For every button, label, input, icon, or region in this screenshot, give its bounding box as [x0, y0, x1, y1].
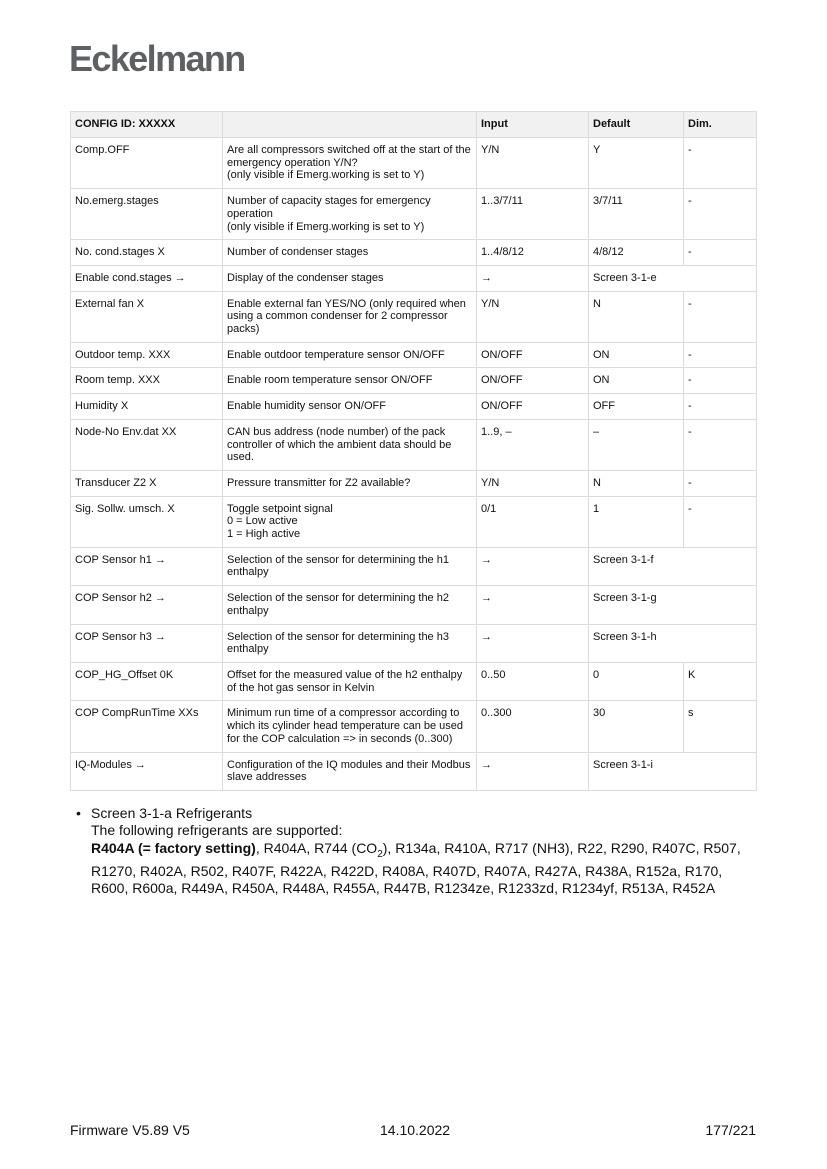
param-description: Number of capacity stages for emergency operation (only visible if Emerg.working is set to Y): [223, 189, 477, 240]
param-default: 0: [589, 662, 684, 700]
param-input: ON/OFF: [477, 394, 589, 420]
param-dim: -: [684, 291, 757, 342]
param-description: Pressure transmitter for Z2 available?: [223, 470, 477, 496]
footer-date: 14.10.2022: [380, 1122, 451, 1138]
param-default: ON: [589, 368, 684, 394]
factory-setting: R404A (= factory setting): [91, 839, 256, 856]
table-row: [71, 240, 757, 266]
param-input: ON/OFF: [477, 368, 589, 394]
param-description: Configuration of the IQ modules and their Modbus slave addresses: [223, 752, 477, 790]
table-row: [71, 662, 757, 700]
param-input: Y/N: [477, 470, 589, 496]
param-dim: -: [684, 394, 757, 420]
table-row: [71, 265, 757, 291]
param-dim: -: [684, 138, 757, 189]
table-row: [71, 394, 757, 420]
param-default: N: [589, 291, 684, 342]
table-row: [71, 624, 757, 662]
param-name: COP Sensor h2 →: [71, 586, 223, 624]
param-name: COP Sensor h1 →: [71, 547, 223, 585]
table-row: [71, 701, 757, 752]
param-default: Screen 3-1-f: [589, 547, 757, 585]
param-input: Y/N: [477, 138, 589, 189]
list-item: [76, 805, 756, 898]
bullet-title: Screen 3-1-a Refrigerants: [91, 805, 253, 821]
param-default: ON: [589, 342, 684, 368]
param-input: →: [477, 586, 589, 624]
param-default: 30: [589, 701, 684, 752]
table-row: [71, 368, 757, 394]
param-description: Number of condenser stages: [223, 240, 477, 266]
param-input: →: [477, 265, 589, 291]
config-table: [70, 111, 757, 791]
param-input: 1..4/8/12: [477, 240, 589, 266]
param-name: Outdoor temp. XXX: [71, 342, 223, 368]
eckelmann-logo: Eckelmann: [69, 38, 245, 79]
param-dim: -: [684, 496, 757, 547]
param-default: Screen 3-1-g: [589, 586, 757, 624]
param-default: 3/7/11: [589, 189, 684, 240]
param-description: Are all compressors switched off at the start of the emergency operation Y/N? (only visible if Emerg.working is set to Y): [223, 138, 477, 189]
param-description: CAN bus address (node number) of the pack controller of which the ambient data should be used.: [223, 419, 477, 470]
refrigerant-list: [91, 840, 756, 898]
table-row: [71, 547, 757, 585]
param-description: Selection of the sensor for determining the h1 enthalpy: [223, 547, 477, 585]
param-input: Y/N: [477, 291, 589, 342]
param-name: External fan X: [71, 291, 223, 342]
refrigerant-list-part: ), R134a, R410A, R717 (NH3), R22, R290, R407C, R507, R1270, R402A, R502, R407F, R422A, R422D, R408A, R407D, R407A, R427A, R438A, R152a, R170, R600, R600a, R449A, R450A, R448A, R455A, R447B, R1234ze, R1233zd, R1234yf, R513A, R452A: [91, 839, 741, 897]
table-row: [71, 189, 757, 240]
param-dim: K: [684, 662, 757, 700]
header-dim: Dim.: [684, 112, 757, 138]
bullet-marker: •: [76, 805, 81, 821]
param-default: 4/8/12: [589, 240, 684, 266]
param-dim: -: [684, 419, 757, 470]
param-name: No. cond.stages X: [71, 240, 223, 266]
header-config-id: CONFIG ID: XXXXX: [71, 112, 223, 138]
param-input: 1..9, –: [477, 419, 589, 470]
param-default: Screen 3-1-i: [589, 752, 757, 790]
param-name: COP CompRunTime XXs: [71, 701, 223, 752]
param-input: →: [477, 624, 589, 662]
param-dim: s: [684, 701, 757, 752]
subscript: 2: [377, 848, 383, 860]
param-name: Room temp. XXX: [71, 368, 223, 394]
param-name: IQ-Modules →: [71, 752, 223, 790]
param-default: 1: [589, 496, 684, 547]
param-input: 0..300: [477, 701, 589, 752]
param-dim: -: [684, 368, 757, 394]
param-input: 0..50: [477, 662, 589, 700]
refrigerant-list-part: , R404A, R744 (CO: [255, 839, 378, 856]
param-description: Enable room temperature sensor ON/OFF: [223, 368, 477, 394]
table-row: [71, 291, 757, 342]
header-description: [223, 112, 477, 138]
table-row: [71, 496, 757, 547]
param-name: Transducer Z2 X: [71, 470, 223, 496]
param-description: Offset for the measured value of the h2 enthalpy of the hot gas sensor in Kelvin: [223, 662, 477, 700]
table-row: [71, 138, 757, 189]
param-description: Enable external fan YES/NO (only required when using a common condenser for 2 compressor packs): [223, 291, 477, 342]
param-input: →: [477, 752, 589, 790]
table-row: [71, 752, 757, 790]
param-description: Minimum run time of a compressor according to which its cylinder head temperature can be used for the COP calculation => in seconds (0..300): [223, 701, 477, 752]
param-default: OFF: [589, 394, 684, 420]
footer-firmware: Firmware V5.89 V5: [70, 1122, 190, 1138]
param-input: ON/OFF: [477, 342, 589, 368]
param-description: Toggle setpoint signal 0 = Low active 1 = High active: [223, 496, 477, 547]
param-name: No.emerg.stages: [71, 189, 223, 240]
param-name: Sig. Sollw. umsch. X: [71, 496, 223, 547]
param-dim: -: [684, 189, 757, 240]
param-description: Enable outdoor temperature sensor ON/OFF: [223, 342, 477, 368]
footer-page-number: 177/221: [705, 1122, 756, 1138]
param-input: →: [477, 547, 589, 585]
param-default: Y: [589, 138, 684, 189]
table-row: [71, 419, 757, 470]
param-name: Humidity X: [71, 394, 223, 420]
table-row: [71, 586, 757, 624]
bullet-intro: The following refrigerants are supported:: [91, 822, 343, 839]
param-dim: -: [684, 342, 757, 368]
refrigerants-section: [76, 805, 756, 898]
param-default: N: [589, 470, 684, 496]
table-row: [71, 342, 757, 368]
param-name: COP Sensor h3 →: [71, 624, 223, 662]
param-input: 1..3/7/11: [477, 189, 589, 240]
param-description: Selection of the sensor for determining the h2 enthalpy: [223, 586, 477, 624]
table-row: [71, 470, 757, 496]
table-header-row: [71, 112, 757, 138]
param-dim: -: [684, 240, 757, 266]
param-default: Screen 3-1-h: [589, 624, 757, 662]
param-description: Display of the condenser stages: [223, 265, 477, 291]
param-name: Node-No Env.dat XX: [71, 419, 223, 470]
param-input: 0/1: [477, 496, 589, 547]
header-default: Default: [589, 112, 684, 138]
param-name: Enable cond.stages →: [71, 265, 223, 291]
param-description: Enable humidity sensor ON/OFF: [223, 394, 477, 420]
header-input: Input: [477, 112, 589, 138]
param-name: Comp.OFF: [71, 138, 223, 189]
param-default: Screen 3-1-e: [589, 265, 757, 291]
param-dim: -: [684, 470, 757, 496]
param-default: –: [589, 419, 684, 470]
param-name: COP_HG_Offset 0K: [71, 662, 223, 700]
param-description: Selection of the sensor for determining the h3 enthalpy: [223, 624, 477, 662]
